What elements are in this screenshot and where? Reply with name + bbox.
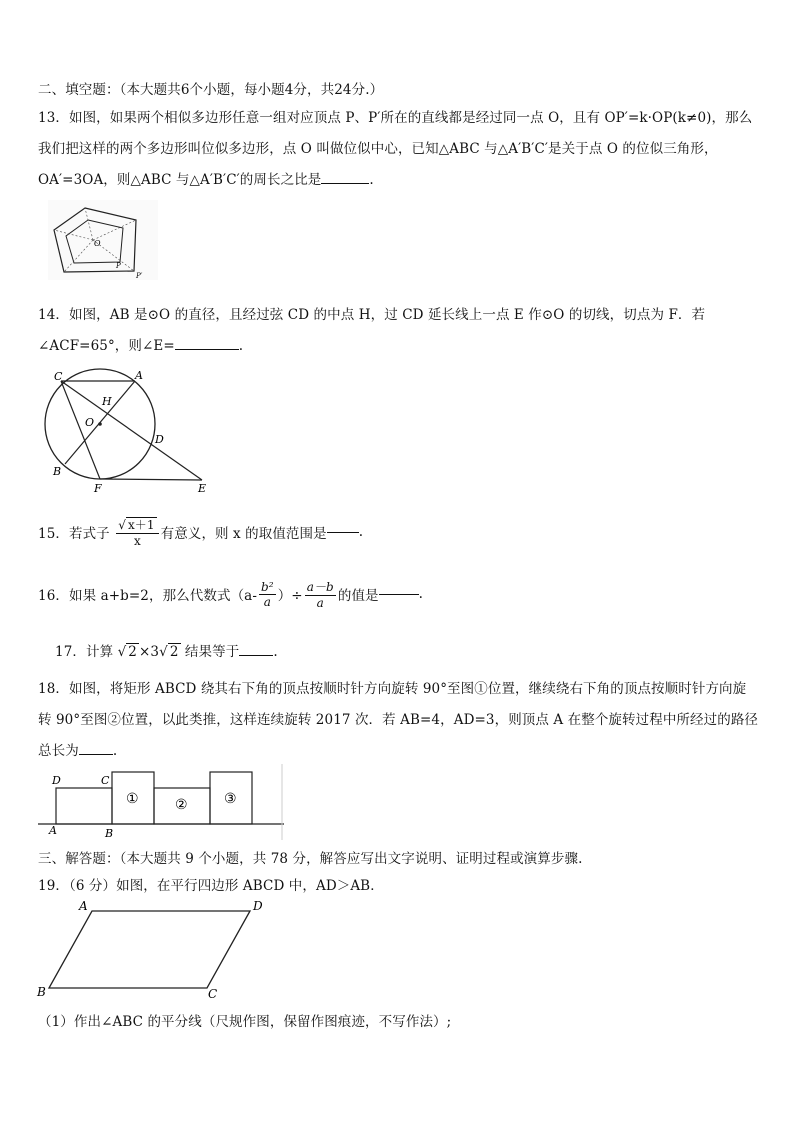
q14-line2 (38, 334, 243, 354)
q13-line3-end: . (369, 172, 374, 188)
q14-circle-figure (38, 365, 218, 495)
q18-line3-end: . (112, 743, 118, 759)
q15-fraction (116, 516, 158, 548)
q15-answer-blank[interactable] (327, 531, 359, 533)
q17-line (55, 640, 278, 660)
q17-sqrt2: √ 2 (159, 644, 179, 660)
q18-answer-blank[interactable] (79, 753, 113, 755)
q13-line1: 13．如图，如果两个相似多边形任意一组对应顶点 P、P′所在的直线都是经过同一点 O，且有 OP′=k·OP(k≠0)，那么 (38, 110, 753, 126)
q16-mid: ）÷ (277, 588, 303, 604)
q15-numerator: x＋1 (127, 518, 155, 532)
q13-label-p-prime: P′ (136, 272, 143, 280)
q15-end: . (358, 524, 364, 540)
q16-end: . (418, 586, 424, 602)
q17-prefix: 17．计算 (55, 644, 114, 660)
q18-label-c: C (101, 774, 110, 787)
q14-line2-end: . (238, 338, 244, 354)
q14-label-a: A (135, 369, 143, 382)
q16-f1-numerator: b² (260, 579, 274, 594)
q19-label-a: A (79, 899, 88, 913)
q18-line1: 18．如图，将矩形 ABCD 绕其右下角的顶点按顺时针方向旋转 90°至图①位置，继续绕右下角的顶点按顺时针方向旋 (38, 681, 747, 697)
q15-prefix: 15．若式子 (38, 526, 110, 542)
q17-times: ×3 (139, 644, 160, 660)
q14-label-f: F (94, 482, 102, 495)
q16-prefix: 16．如果 a+b=2，那么代数式（a- (38, 588, 257, 604)
section2-heading: 二、填空题：（本大题共6个小题，每小题4分，共24分.） (38, 82, 384, 98)
q19-label-b: B (37, 985, 46, 999)
q15-line (38, 516, 363, 548)
q17-suffix: 结果等于 (184, 644, 240, 660)
q18-line3 (38, 739, 117, 759)
q16-answer-blank[interactable] (379, 593, 419, 595)
q14-label-d: D (155, 433, 164, 446)
q13-line3 (38, 168, 374, 188)
q16-suffix: 的值是 (337, 588, 379, 604)
q13-answer-blank[interactable] (321, 182, 369, 184)
q17-answer-blank[interactable] (239, 654, 273, 656)
q18-label-circle1: ① (126, 791, 139, 807)
q14-label-h: H (102, 395, 112, 408)
q17-sqrt1: √ 2 (117, 644, 137, 660)
q15-suffix: 有意义，则 x 的取值范围是 (160, 526, 327, 542)
q14-label-e: E (198, 482, 207, 495)
q13-homothety-figure (48, 200, 158, 280)
q13-label-p: P (116, 262, 121, 270)
q14-label-b: B (53, 465, 62, 478)
q15-sqrt: √ x＋1 (118, 518, 155, 532)
q13-line3-text: OA′=3OA，则△ABC 与△A′B′C′的周长之比是 (38, 172, 322, 188)
section3-heading: 三、解答题：（本大题共 9 个小题，共 78 分，解答应写出文字说明、证明过程或演算步骤. (38, 851, 583, 867)
q18-line3-text: 总长为 (38, 743, 79, 759)
q14-label-o: O (85, 416, 95, 429)
q13-line2: 我们把这样的两个多边形叫位似多边形，点 O 叫做位似中心，已知△ABC 与△A′B′C′是关于点 O 的位似三角形， (38, 141, 718, 157)
q16-fraction1 (259, 580, 276, 609)
q18-label-d: D (52, 774, 61, 787)
q14-line2-text: ∠ACF=65°，则∠E= (38, 338, 175, 354)
q16-line (38, 578, 423, 610)
q16-f1-denominator: a (263, 594, 271, 609)
q18-label-circle2: ② (175, 797, 188, 813)
q19-part1: （1）作出∠ABC 的平分线（尺规作图，保留作图痕迹，不写作法）; (38, 1014, 452, 1030)
q17-radicand2: 2 (169, 644, 179, 660)
q14-label-c: C (54, 370, 63, 383)
q19-parallelogram-figure (35, 897, 275, 1001)
q14-answer-blank[interactable] (175, 348, 239, 350)
q18-label-circle3: ③ (224, 791, 237, 807)
q19-label-d: D (253, 899, 263, 913)
q16-f2-denominator: a (316, 596, 324, 610)
q13-label-o: O (94, 239, 101, 248)
q19-label-c: C (208, 987, 218, 1001)
q18-rotation-figure (38, 764, 284, 840)
q17-radicand1: 2 (128, 644, 137, 660)
q17-end: . (273, 644, 278, 660)
q16-f2-numerator: a－b (306, 580, 334, 594)
q16-fraction2 (305, 578, 336, 610)
q18-label-b: B (105, 827, 114, 840)
q19-line1: 19．（6 分）如图，在平行四边形 ABCD 中，AD＞AB． (38, 878, 384, 894)
q18-label-a: A (49, 824, 57, 837)
q18-line2: 转 90°至图②位置，以此类推，这样连续旋转 2017 次．若 AB=4，AD=3，则顶点 A 在整个旋转过程中所经过的路径 (38, 712, 759, 728)
q14-line1: 14．如图，AB 是⊙O 的直径，且经过弦 CD 的中点 H，过 CD 延长线上一点 E 作⊙O 的切线，切点为 F．若 (38, 307, 706, 323)
q15-denominator: x (133, 534, 141, 548)
